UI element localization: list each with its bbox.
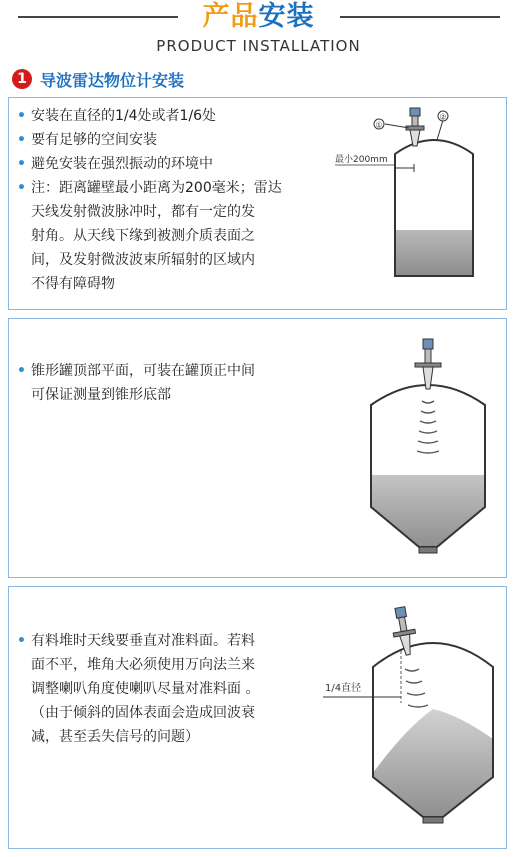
page-title: [0, 0, 517, 34]
title-part-1: 产品: [202, 1, 259, 32]
tank-diagram-3: [309, 605, 499, 845]
list-item: [17, 152, 337, 176]
section-title: 导波雷达物位计安装: [40, 70, 185, 90]
list-item: [17, 677, 317, 701]
material-pile: [373, 709, 493, 817]
list-item: [17, 725, 317, 749]
callout-2-leader: [437, 120, 443, 140]
panel2-bullet-list: [17, 359, 317, 407]
microwave-waves: [417, 401, 439, 453]
list-item: [17, 383, 317, 407]
antenna-body: [412, 116, 418, 126]
section-number-badge: 1: [12, 69, 32, 89]
bullet-text: （由于倾斜的固体表面会造成回波衰: [31, 705, 255, 721]
bullet-text: 调整喇叭角度使喇叭尽量对准料面 。: [31, 681, 260, 697]
tank-diagram-2: [361, 337, 491, 573]
callout-1-label: ①: [375, 120, 383, 130]
section-heading: [12, 67, 184, 91]
bullet-text: 安装在直径的1/4处或者1/6处: [31, 108, 217, 124]
bullet-text: 可保证测量到锥形底部: [31, 387, 171, 403]
microwave-waves: [405, 669, 428, 707]
title-part-2: 安装: [258, 1, 315, 32]
panel3-bullet-list: [17, 629, 317, 749]
note-line: 射角。从天线下缘到被测介质表面之: [31, 228, 255, 244]
tilted-antenna: [389, 606, 419, 657]
callout-2-label: ②: [439, 112, 447, 122]
bullet-text: 面不平，堆角大必须使用万向法兰来: [31, 657, 255, 673]
antenna-head: [410, 108, 420, 116]
page-subtitle: PRODUCT INSTALLATION: [156, 37, 361, 55]
note-line: 不得有障碍物: [31, 276, 115, 292]
list-item: [17, 104, 337, 128]
min-distance-label: 最小200mm: [335, 155, 388, 165]
tank-liquid: [395, 230, 473, 276]
bullet-dot: •: [17, 363, 26, 379]
antenna-head: [423, 339, 433, 349]
callout-1-leader: [385, 124, 409, 128]
bullet-dot: •: [17, 132, 26, 148]
bullet-text: 要有足够的空间安装: [31, 132, 157, 148]
page-header: [0, 0, 517, 60]
install-panel-2: [8, 318, 507, 578]
list-item: [17, 629, 317, 653]
list-item: [17, 176, 337, 200]
bullet-text: 锥形罐顶部平面，可装在罐顶正中间: [31, 363, 255, 379]
list-item: [17, 701, 317, 725]
tank-diagram-1: [321, 102, 505, 306]
install-panel-1: [8, 97, 507, 310]
tank-material: [371, 475, 485, 547]
bullet-text: 有料堆时天线要垂直对准料面。若料: [31, 633, 255, 649]
bullet-text: 减，甚至丢失信号的问题）: [31, 729, 199, 745]
note-line: 间，及发射微波波束所辐射的区域内: [31, 252, 255, 268]
tank-outlet: [419, 547, 437, 553]
bullet-dot: •: [17, 156, 26, 172]
panel1-bullet-list: [17, 104, 337, 296]
list-item: [17, 128, 337, 152]
note-first-line: 注：距离罐壁最小距离为200毫米；雷达: [31, 180, 282, 196]
tank-outlet: [423, 817, 443, 823]
bullet-text: 避免安装在强烈振动的环境中: [31, 156, 213, 172]
install-panel-3: [8, 586, 507, 849]
quarter-diameter-label: 1/4直径: [325, 683, 362, 694]
list-item: [17, 653, 317, 677]
bullet-dot: •: [17, 180, 26, 196]
bullet-dot: •: [17, 633, 26, 649]
antenna-flange: [415, 363, 441, 367]
antenna-body: [425, 349, 431, 363]
bullet-dot: •: [17, 108, 26, 124]
note-line: 天线发射微波脉冲时，都有一定的发: [31, 204, 255, 220]
list-item: [17, 359, 317, 383]
